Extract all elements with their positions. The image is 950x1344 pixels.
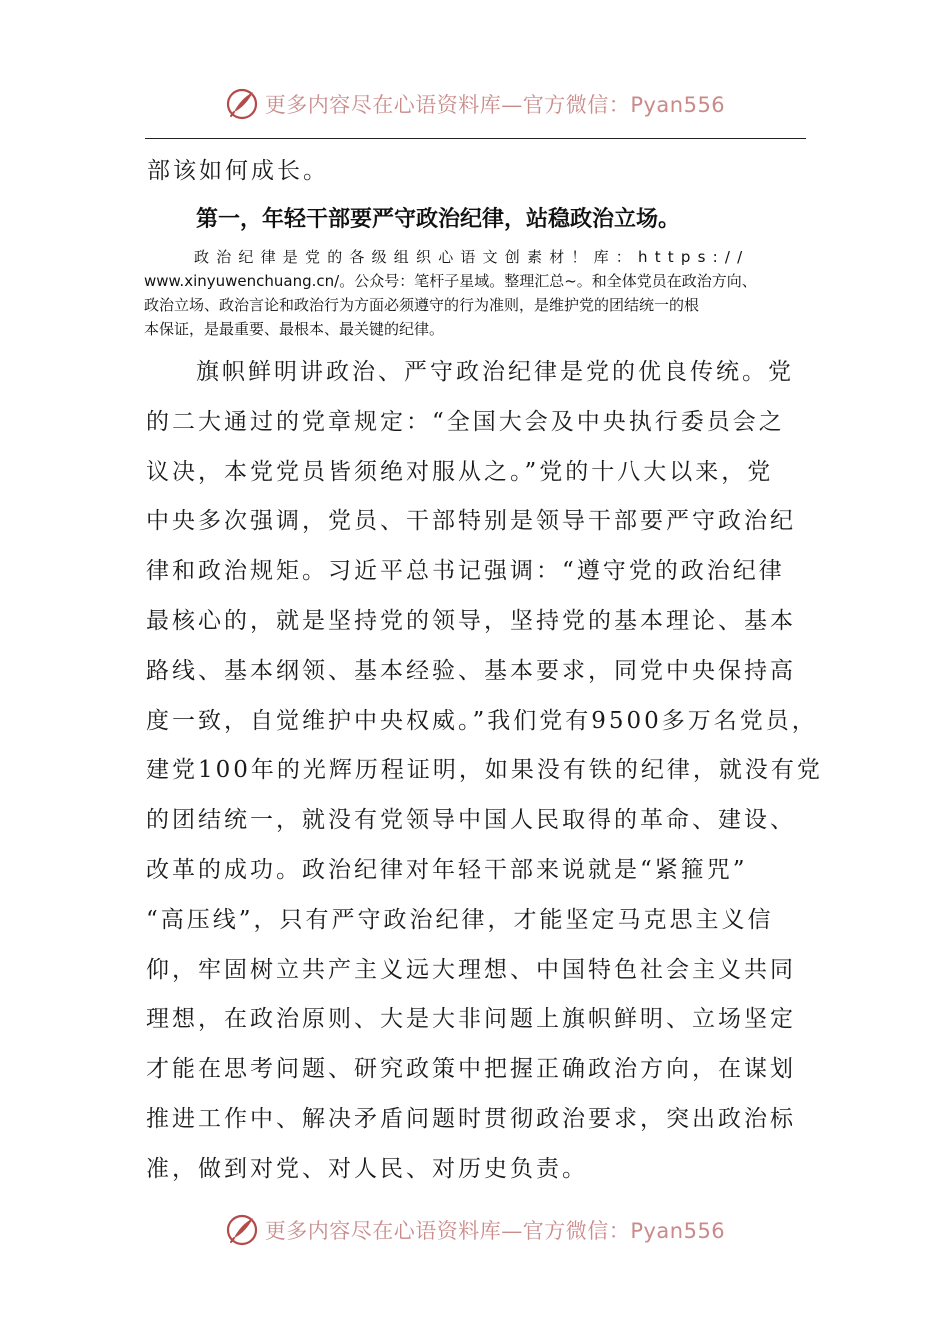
body-line: “高压线”，只有严守政治纪律，才能坚定马克思主义信 <box>146 906 774 933</box>
inserted-line: 政治纪律是党的各级组织心语文创素材！库：https:// <box>194 248 750 266</box>
quill-pen-logo-icon <box>225 1213 259 1247</box>
body-line: 理想，在政治原则、大是大非问题上旗帜鲜明、立场坚定 <box>146 1006 796 1033</box>
body-line: 改革的成功。政治纪律对年轻干部来说就是“紧箍咒” <box>146 856 748 883</box>
footer-brand-banner <box>0 1208 950 1252</box>
body-line: 推进工作中、解决矛盾问题时贯彻政治要求，突出政治标 <box>146 1105 796 1132</box>
body-line: 议决，本党党员皆须绝对服从之。”党的十八大以来，党 <box>146 458 774 485</box>
body-line: 路线、基本纲领、基本经验、基本要求，同党中央保持高 <box>146 657 796 684</box>
body-line: 的二大通过的党章规定：“全国大会及中央执行委员会之 <box>146 408 785 435</box>
body-paragraph <box>146 348 826 1195</box>
brand-banner-text: 更多内容尽在心语资料库—官方微信：Pyan556 <box>264 1219 726 1243</box>
brand-banner-text: 更多内容尽在心语资料库—官方微信：Pyan556 <box>264 93 726 117</box>
body-line: 度一致，自觉维护中央权威。”我们党有9500多万名党员， <box>146 707 818 734</box>
brand-wechat-id: Pyan556 <box>630 93 726 117</box>
continued-text: 部该如何成长。 <box>147 158 329 184</box>
body-line: 建党100年的光辉历程证明，如果没有铁的纪律，就没有党 <box>146 757 823 784</box>
inserted-line: 本保证，是最重要、最根本、最关键的纪律。 <box>144 320 445 338</box>
body-line: 旗帜鲜明讲政治、严守政治纪律是党的优良传统。党 <box>196 359 794 385</box>
inserted-line: 政治立场、政治言论和政治行为方面必须遵守的行为准则，是维护党的团结统一的根 <box>144 296 700 314</box>
inserted-paragraph <box>144 245 808 341</box>
quill-pen-logo-icon <box>225 87 259 121</box>
inserted-line: www.xinyuwenchuang.cn/。公众号：笔杆子星域。整理汇总~。和全体党员在政治方向、 <box>144 272 757 290</box>
body-line: 仰，牢固树立共产主义远大理想、中国特色社会主义共同 <box>146 956 796 983</box>
body-line: 的团结统一，就没有党领导中国人民取得的革命、建设、 <box>146 807 796 834</box>
body-line: 律和政治规矩。习近平总书记强调：“遵守党的政治纪律 <box>146 558 785 585</box>
body-line: 准，做到对党、对人民、对历史负责。 <box>146 1155 588 1182</box>
body-line: 最核心的，就是坚持党的领导，坚持党的基本理论、基本 <box>146 607 796 634</box>
header-brand-banner <box>0 82 950 126</box>
header-divider <box>145 138 806 139</box>
body-line: 才能在思考问题、研究政策中把握正确政治方向，在谋划 <box>146 1056 796 1083</box>
body-line: 中央多次强调，党员、干部特别是领导干部要严守政治纪 <box>146 508 796 535</box>
section-heading: 第一，年轻干部要严守政治纪律，站稳政治立场。 <box>196 207 681 232</box>
brand-wechat-id: Pyan556 <box>630 1219 726 1243</box>
